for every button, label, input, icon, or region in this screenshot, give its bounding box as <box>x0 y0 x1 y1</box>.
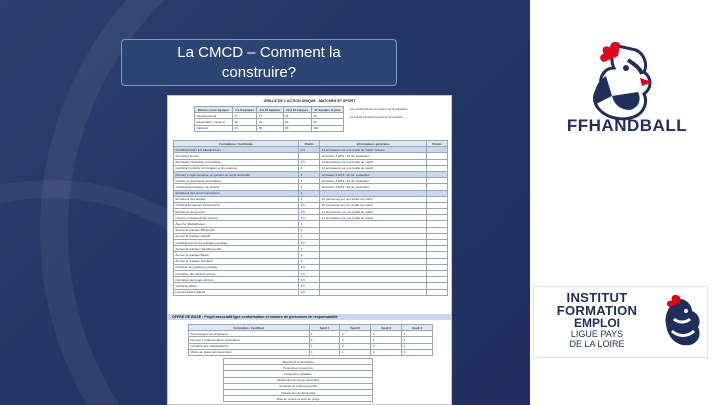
table-header-cell: Points <box>299 141 320 147</box>
slide-title-text: La CMCD – Comment la construire? <box>177 43 341 81</box>
table-cell: Conduire des manifestations <box>189 343 310 349</box>
ifeg-logo <box>533 286 708 358</box>
table-cell: 4 <box>299 233 320 239</box>
list-table <box>223 358 373 402</box>
table-header-cell: Informations générales <box>320 141 427 147</box>
ifeg-line: LIGUE PAYS <box>570 329 624 339</box>
table-cell: 1 <box>340 349 371 355</box>
table-cell: 11 animateurs sur une feuille de match incluant <box>320 147 427 153</box>
table-cell: 4.5 <box>299 240 320 246</box>
table-cell: 1.5 <box>299 270 320 276</box>
table-cell: 3 <box>371 337 402 343</box>
table-cell: 4 <box>299 196 320 202</box>
table-cell: 4 <box>299 165 320 171</box>
table-cell: 3 <box>299 184 320 190</box>
table-cell: Animer la pratique Sandball <box>174 258 299 264</box>
table-cell: Régionales / national <box>195 119 233 125</box>
table-cell: 1 <box>309 337 340 343</box>
ifeg-line: DE LA LOIRE <box>569 339 625 349</box>
list-item-text: Personnes ressources <box>224 365 373 371</box>
table-cell: Certificat Développer son activité <box>174 184 299 190</box>
doc-note-line: Les points obtenus au support de la réalisation <box>350 107 408 111</box>
table-cell: Gestion et techniques associatives <box>174 178 299 184</box>
doc-section-title: GRILLE DE L'ACTION UNIQUE - MATCHES ET SPORT <box>263 99 356 103</box>
table-cell: 40 <box>232 125 257 131</box>
table-cell: 2 <box>340 337 371 343</box>
table-cell: 11 animateurs sur une feuille de match <box>320 165 427 171</box>
table-cell: 17 <box>257 113 283 119</box>
table-cell: 1 <box>309 343 340 349</box>
table-cell: 11 animateurs sur une feuille de match <box>320 215 427 221</box>
table-cell: Entraîneur des jeunes <box>174 209 299 215</box>
table-cell: Certificat des pratiques sociales <box>174 264 299 270</box>
table-cell: Animateur jeunes <box>174 153 299 159</box>
table-cell: 4 <box>299 258 320 264</box>
table-cell: 4 <box>299 190 320 196</box>
table-cell: Premier 1 réglementation associative <box>189 337 310 343</box>
table-cell: animation 1 EPS / 10 réf. évaluation <box>320 184 427 190</box>
table-cell: 0.5 <box>299 147 320 153</box>
table-cell: 1.5 <box>299 215 320 221</box>
table-cell: 1 <box>309 331 340 337</box>
table-cell: 3.5 <box>299 264 320 270</box>
document-image <box>167 95 452 405</box>
table-cell: 80 <box>283 125 311 131</box>
table-cell: 4 <box>299 227 320 233</box>
table-cell: 4.5 <box>299 209 320 215</box>
table-header-cell: Seuil 4 <box>402 325 433 331</box>
table-cell: 1 <box>309 349 340 355</box>
table-cell: 4 <box>299 246 320 252</box>
list-item-text: Valorisation du bénévolat <box>224 389 373 395</box>
main-table <box>173 140 448 296</box>
table-cell: Certificat Entraîneur Performance <box>174 202 299 208</box>
table-cell: 2 <box>340 343 371 349</box>
table-cell: Licence professionnelle sportive <box>174 215 299 221</box>
bottom-table <box>188 324 433 356</box>
table-header-cell: 1 à 8 équipes <box>232 107 257 113</box>
list-item-text: Mise en œuvre et suivi du projet <box>224 396 373 402</box>
table-cell: 4 <box>402 343 433 349</box>
table-cell: Mettre en place des bénévoles <box>189 349 310 355</box>
table-cell: Animer la pratique Handfit <box>174 233 299 239</box>
table-header-cell: Formations / Certificats <box>174 141 299 147</box>
table-cell: POURSUIVANT EN SIEGE/PLAN <box>174 147 299 153</box>
list-item <box>224 396 373 402</box>
table-cell: Animer la pratique Beach <box>174 252 299 258</box>
table-cell <box>426 289 447 295</box>
table-header-cell: Seuil 1 <box>309 325 340 331</box>
table-cell: National <box>195 125 233 131</box>
table-cell: Premier 1 réglementation en gestion de projet associatif <box>174 171 299 177</box>
table-cell: Certificat Animer les pratiques sociales <box>174 240 299 246</box>
list-item-text: Conduite du projet associatif <box>224 383 373 389</box>
list-item-text: Objectif de la démarche <box>224 359 373 365</box>
ifeg-line: FORMATION <box>556 303 638 318</box>
ffhandball-wordmark: FFHANDBALL <box>566 116 688 135</box>
doc-note <box>350 108 446 119</box>
table-header-cell: Seuil 2 <box>340 325 371 331</box>
table-cell: 10 personnes sur une feuille de match <box>320 202 427 208</box>
table-cell: Animer la pratique Babyhand <box>174 227 299 233</box>
table-row <box>174 289 448 295</box>
table-cell: 3 <box>402 349 433 355</box>
table-cell: 10 personnes sur une feuille de match <box>320 196 427 202</box>
table-cell: 3.5 <box>299 277 320 283</box>
table-cell: 64 <box>283 119 311 125</box>
table-cell: animation 1 EPS / 10 réf. évaluation <box>320 178 427 184</box>
table-cell: Formation des juges-arbitres <box>174 277 299 283</box>
table-cell: 4 <box>402 331 433 337</box>
table-cell: Animateur Intégration et handicap <box>174 159 299 165</box>
table-cell: Animer la pratique Hand'Ensemble <box>174 246 299 252</box>
table-cell: 17 <box>232 113 257 119</box>
slide-title <box>121 39 397 86</box>
table-header-cell: Niveau / pour équipes <box>195 107 233 113</box>
table-header-cell: 10 à 16 équipes <box>283 107 311 113</box>
table-cell: 100 <box>311 125 343 131</box>
table-cell: 1.5 <box>299 159 320 165</box>
table-cell: Accompagner les dirigeants <box>189 331 310 337</box>
table-cell: Départemental <box>195 113 233 119</box>
table-cell: 4 <box>299 252 320 258</box>
table-header-cell: 17 équipes et plus <box>311 107 343 113</box>
table-header-cell: 9 à 16 équipes <box>257 107 283 113</box>
table-cell: 16 <box>283 113 311 119</box>
list-item-text: Diagnostic préalable <box>224 371 373 377</box>
table-cell: 30 <box>232 119 257 125</box>
doc-note-line: La saison d'enclenchement de la formation <box>350 114 404 119</box>
table-cell: 11 animateurs sur une feuille de match <box>320 209 427 215</box>
table-cell: Âge d'or Médiathèque <box>174 221 299 227</box>
table-header-cell: Seuil 3 <box>371 325 402 331</box>
table-cell: 1 <box>299 221 320 227</box>
table-cell: 42 <box>257 119 283 125</box>
table-cell: 60 <box>257 125 283 131</box>
table-header-cell: Formation / Certificat <box>189 325 310 331</box>
table-cell: 3 <box>371 331 402 337</box>
table-cell: 3 <box>371 343 402 349</box>
doc-section-title: OFFRE DE BASE : Projet associatif type conformation et nombre de personnes en responsabilité <box>168 314 451 320</box>
list-item-text: Élaboration du projet associatif <box>224 377 373 383</box>
table-cell: 3.5 <box>299 283 320 289</box>
table-cell: 4 <box>402 337 433 343</box>
ifeg-wordmark <box>542 291 652 349</box>
table-row <box>189 349 433 355</box>
table-cell: 2 <box>371 349 402 355</box>
table-cell: Entraîneur des adultes <box>174 196 299 202</box>
table-cell: animation 1 EPS / 10 réf. évaluation <box>320 171 427 177</box>
table-cell <box>320 289 427 295</box>
table-cell: Certificat arbitre <box>174 283 299 289</box>
table-cell: 4 <box>299 171 320 177</box>
table-cell: 90 <box>311 119 343 125</box>
table-cell: Certificat Conduire la formation et les séances <box>174 165 299 171</box>
ifeg-line: INSTITUT <box>566 290 628 305</box>
table-cell: Formation des arbitres jeunes <box>174 270 299 276</box>
ifeg-line: EMPLOI <box>573 316 620 330</box>
top-table <box>194 106 344 132</box>
table-cell: 4.5 <box>299 202 320 208</box>
table-cell: 3.5 <box>299 289 320 295</box>
table-cell: 11 animateurs sur une feuille de match <box>320 159 427 165</box>
table-cell: 3 <box>299 178 320 184</box>
table-cell: Entraîneur des jeunes territoriaux <box>174 190 299 196</box>
table-cell: 2 <box>340 331 371 337</box>
table-row <box>195 125 344 131</box>
table-cell: Licence arbitre fédéral <box>174 289 299 295</box>
table-cell: 20 <box>311 113 343 119</box>
table-cell: animation 1 EPS / 10 réf. évaluation <box>320 153 427 159</box>
ifeg-rooster-icon <box>656 293 704 353</box>
table-header-cell: Points <box>426 141 447 147</box>
